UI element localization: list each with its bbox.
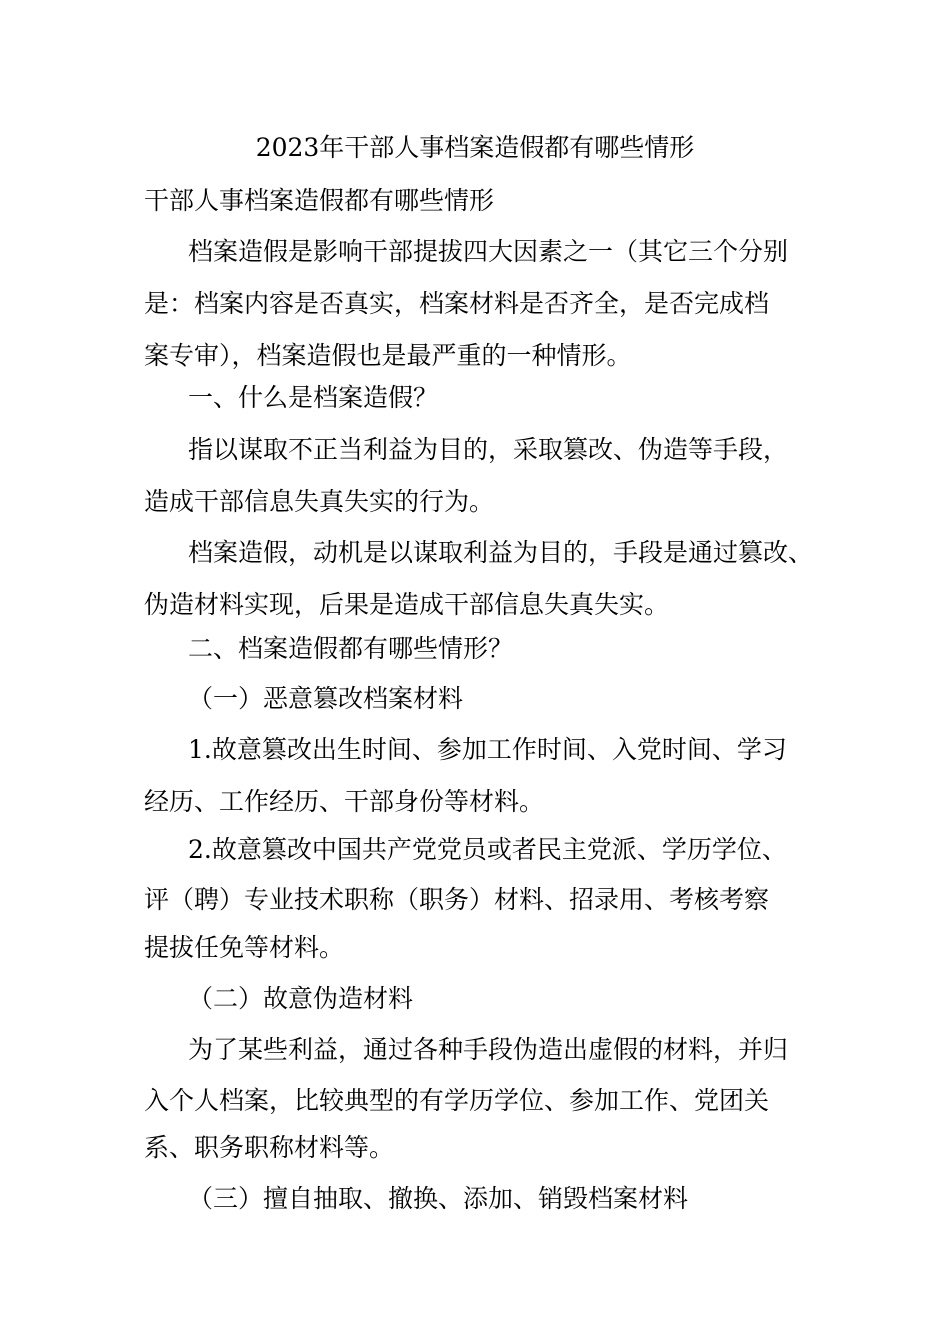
paragraph-line: 指以谋取不正当利益为目的，采取篡改、伪造等手段， bbox=[188, 435, 789, 464]
list-item-line: 提拔任免等材料。 bbox=[144, 933, 345, 962]
paragraph-line: 造成干部信息失真失实的行为。 bbox=[144, 487, 495, 516]
paragraph-line: 是：档案内容是否真实，档案材料是否齐全，是否完成档 bbox=[144, 289, 770, 318]
paragraph-line: 档案造假是影响干部提拔四大因素之一（其它三个分别 bbox=[188, 237, 789, 266]
subsection-heading: （一）恶意篡改档案材料 bbox=[188, 684, 464, 713]
section-heading: 二、档案造假都有哪些情形？ bbox=[188, 634, 514, 663]
list-item-line: 评（聘）专业技术职称（职务）材料、招录用、考核考察 bbox=[144, 885, 770, 914]
paragraph-line: 案专审），档案造假也是最严重的一种情形。 bbox=[144, 341, 632, 370]
paragraph-line: 伪造材料实现，后果是造成干部信息失真失实。 bbox=[144, 590, 670, 619]
paragraph-line: 系、职务职称材料等。 bbox=[144, 1133, 395, 1162]
subsection-heading: （三）擅自抽取、撤换、添加、销毁档案材料 bbox=[188, 1184, 689, 1213]
paragraph-line: 档案造假，动机是以谋取利益为目的，手段是通过篡改、 bbox=[188, 538, 814, 567]
paragraph-line: 入个人档案，比较典型的有学历学位、参加工作、党团关 bbox=[144, 1086, 770, 1115]
list-item-line: 1.故意篡改出生时间、参加工作时间、入党时间、学习 bbox=[188, 735, 787, 764]
list-item-line: 2.故意篡改中国共产党党员或者民主党派、学历学位、 bbox=[188, 835, 787, 864]
subsection-heading: （二）故意伪造材料 bbox=[188, 984, 414, 1013]
list-item-line: 经历、工作经历、干部身份等材料。 bbox=[144, 787, 545, 816]
paragraph-line: 为了某些利益，通过各种手段伪造出虚假的材料，并归 bbox=[188, 1035, 789, 1064]
section-heading: 一、什么是档案造假？ bbox=[188, 383, 439, 412]
subtitle-line: 干部人事档案造假都有哪些情形 bbox=[144, 186, 495, 215]
document-title: 2023年干部人事档案造假都有哪些情形 bbox=[255, 133, 695, 162]
